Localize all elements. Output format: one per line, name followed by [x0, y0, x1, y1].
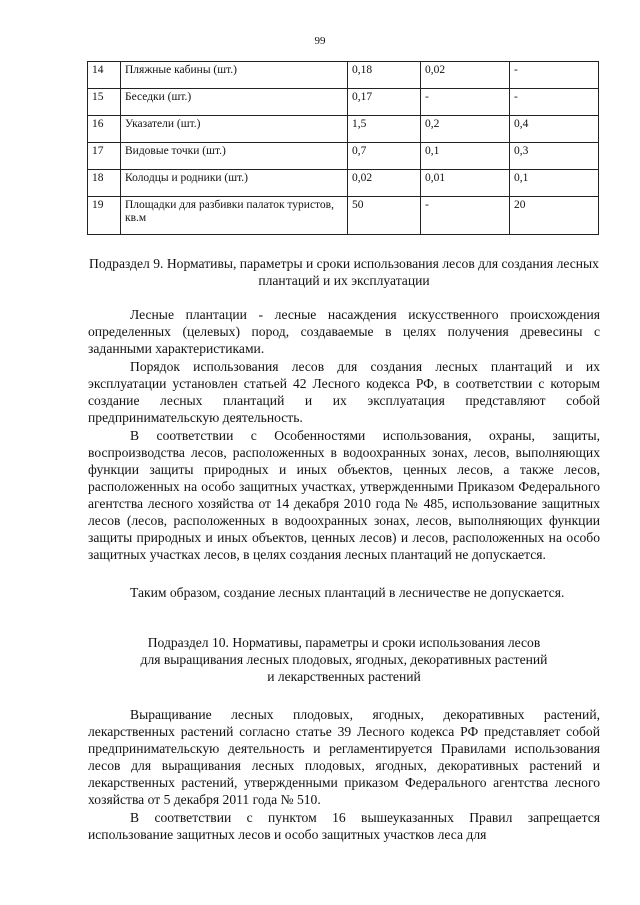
table-cell: 1,5 — [348, 116, 421, 143]
table-cell: 20 — [510, 197, 599, 235]
table-row — [88, 143, 599, 170]
table-cell: 0,18 — [348, 62, 421, 89]
table-cell: 19 — [88, 197, 121, 235]
table-cell: 15 — [88, 89, 121, 116]
section-9-paragraph-2: Порядок использования лесов для создания лесных плантаций и их эксплуатации установлен статьей 42 Лесного кодекса РФ, в соответствии с которым создание лесных плантаций и их эксплуатация представляют собой предпринимательскую деятельность. — [88, 359, 600, 425]
table-cell: 16 — [88, 116, 121, 143]
section-9-paragraph-1: Лесные плантации - лесные насаждения искусственного происхождения определенных (целевых) пород, создаваемые в целях получения древесины с заданными характеристиками. — [88, 307, 600, 356]
table-cell: 50 — [348, 197, 421, 235]
table-cell: - — [421, 197, 510, 235]
table-row — [88, 89, 599, 116]
table-cell: 0,02 — [421, 62, 510, 89]
table-cell: 0,17 — [348, 89, 421, 116]
table-cell: 0,1 — [510, 170, 599, 197]
table-row — [88, 116, 599, 143]
table-cell: Указатели (шт.) — [121, 116, 348, 143]
norms-table — [87, 61, 599, 235]
table-cell: 0,2 — [421, 116, 510, 143]
table-row — [88, 197, 599, 235]
section-10-heading-line-3: и лекарственных растений — [267, 669, 421, 684]
table-cell: 0,4 — [510, 116, 599, 143]
section-9-paragraph-4: Таким образом, создание лесных плантаций в лесничестве не допускается. — [130, 585, 565, 600]
section-10-heading-line-1: Подраздел 10. Нормативы, параметры и сроки использования лесов — [147, 635, 541, 650]
table-cell: Видовые точки (шт.) — [121, 143, 348, 170]
table-cell: Площадки для разбивки палаток туристов, кв.м — [121, 197, 348, 235]
table-cell: Беседки (шт.) — [121, 89, 348, 116]
section-10-paragraph-1: Выращивание лесных плодовых, ягодных, декоративных растений, лекарственных растений согласно статье 39 Лесного кодекса РФ представляет собой предпринимательскую деятельность и регламентируется Правилами использования лесов для выращивания лесных плодовых, ягодных, декоративных растений и лекарственных растений, утвержденными приказом Федерального агентства лесного хозяйства от 5 декабря 2011 года № 510. — [88, 707, 600, 807]
section-9-heading: Подраздел 9. Нормативы, параметры и сроки использования лесов для создания лесных плантаций и их эксплуатации — [89, 256, 599, 288]
section-9-paragraph-3: В соответствии с Особенностями использования, охраны, защиты, воспроизводства лесов, расположенных в водоохранных зонах, лесов, выполняющих функции защиты природных и иных объектов, ценных лесов, а также лесов, расположенных на особо защитных участках, утвержденными Приказом Федерального агентства лесного хозяйства от 14 декабря 2010 года № 485, использование защитных лесов (лесов, расположенных в водоохранных зонах, лесов, выполняющих функции защиты природных и иных объектов, ценных лесов) и лесов, расположенных на особо защитных участках лесов, в целях создания лесных плантаций не допускается. — [88, 428, 600, 562]
table-cell: 0,1 — [421, 143, 510, 170]
table-cell: - — [421, 89, 510, 116]
table-cell: 17 — [88, 143, 121, 170]
table-cell: 0,02 — [348, 170, 421, 197]
table-cell: 14 — [88, 62, 121, 89]
table-cell: - — [510, 62, 599, 89]
table-row — [88, 62, 599, 89]
table-cell: - — [510, 89, 599, 116]
page-number: 99 — [314, 35, 326, 47]
table-cell: Колодцы и родники (шт.) — [121, 170, 348, 197]
table-cell: Пляжные кабины (шт.) — [121, 62, 348, 89]
table-cell: 0,3 — [510, 143, 599, 170]
section-10-paragraph-2: В соответствии с пунктом 16 вышеуказанных Правил запрещается использование защитных лесов и особо защитных участков леса для — [88, 810, 600, 842]
table-cell: 0,01 — [421, 170, 510, 197]
table-cell: 18 — [88, 170, 121, 197]
section-10-heading-line-2: для выращивания лесных плодовых, ягодных, декоративных растений — [140, 652, 548, 667]
table-row — [88, 170, 599, 197]
table-cell: 0,7 — [348, 143, 421, 170]
